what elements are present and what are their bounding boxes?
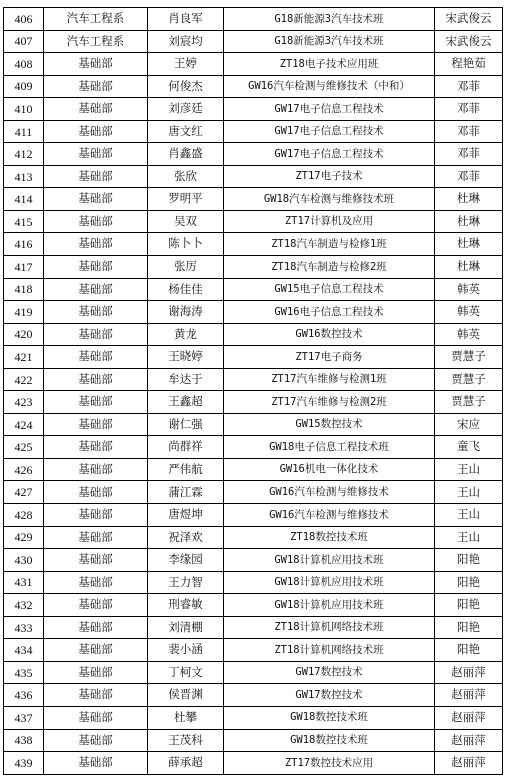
class-name-cell: ZT18电子技术应用班 (224, 53, 435, 76)
row-number-cell: 414 (4, 188, 44, 211)
student-roster-table (3, 7, 503, 775)
teacher-cell: 赵丽萍 (435, 752, 503, 775)
class-name-cell: ZT17汽车维修与检测2班 (224, 391, 435, 414)
row-number-cell: 413 (4, 165, 44, 188)
class-name-cell: GW16汽车检测与维修技术（中和） (224, 75, 435, 98)
department-cell: 基础部 (44, 368, 148, 391)
class-name-cell: GW16数控技术 (224, 323, 435, 346)
department-cell: 基础部 (44, 278, 148, 301)
teacher-cell: 赵丽萍 (435, 729, 503, 752)
department-cell: 基础部 (44, 188, 148, 211)
teacher-cell: 邓菲 (435, 75, 503, 98)
teacher-cell: 阳艳 (435, 639, 503, 662)
class-name-cell: ZT17电子商务 (224, 346, 435, 369)
teacher-cell: 王山 (435, 504, 503, 527)
student-name-cell: 陈卜卜 (148, 233, 224, 256)
class-name-cell: GW16汽车检测与维修技术 (224, 504, 435, 527)
row-number-cell: 429 (4, 526, 44, 549)
class-name-cell: GW18汽车检测与维修技术班 (224, 188, 435, 211)
class-name-cell: ZT17电子技术 (224, 165, 435, 188)
class-name-cell: GW16汽车检测与维修技术 (224, 481, 435, 504)
class-name-cell: ZT18汽车制造与检修1班 (224, 233, 435, 256)
row-number-cell: 436 (4, 684, 44, 707)
student-name-cell: 杜攀 (148, 706, 224, 729)
student-name-cell: 尚群祥 (148, 436, 224, 459)
class-name-cell: GW18电子信息工程技术班 (224, 436, 435, 459)
teacher-cell: 王山 (435, 481, 503, 504)
class-name-cell: ZT17计算机及应用 (224, 210, 435, 233)
table-row (4, 53, 503, 76)
class-name-cell: ZT17数控技术应用 (224, 752, 435, 775)
teacher-cell: 阳艳 (435, 594, 503, 617)
teacher-cell: 赵丽萍 (435, 661, 503, 684)
teacher-cell: 阳艳 (435, 616, 503, 639)
teacher-cell: 程艳茹 (435, 53, 503, 76)
student-name-cell: 牟达于 (148, 368, 224, 391)
class-name-cell: GW18计算机应用技术班 (224, 549, 435, 572)
student-name-cell: 祝泽欢 (148, 526, 224, 549)
table-row (4, 323, 503, 346)
teacher-cell: 贾慧子 (435, 391, 503, 414)
student-name-cell: 肖鑫盛 (148, 143, 224, 166)
department-cell: 基础部 (44, 594, 148, 617)
department-cell: 汽车工程系 (44, 30, 148, 53)
table-row (4, 120, 503, 143)
row-number-cell: 421 (4, 346, 44, 369)
row-number-cell: 437 (4, 706, 44, 729)
table-row (4, 706, 503, 729)
department-cell: 基础部 (44, 526, 148, 549)
department-cell: 基础部 (44, 143, 148, 166)
department-cell: 基础部 (44, 210, 148, 233)
student-name-cell: 刘彦廷 (148, 98, 224, 121)
row-number-cell: 432 (4, 594, 44, 617)
department-cell: 基础部 (44, 436, 148, 459)
student-name-cell: 王婷 (148, 53, 224, 76)
table-row (4, 188, 503, 211)
row-number-cell: 427 (4, 481, 44, 504)
row-number-cell: 411 (4, 120, 44, 143)
teacher-cell: 韩英 (435, 301, 503, 324)
table-row (4, 661, 503, 684)
teacher-cell: 邓菲 (435, 98, 503, 121)
student-name-cell: 何俊杰 (148, 75, 224, 98)
class-name-cell: GW17电子信息工程技术 (224, 98, 435, 121)
department-cell: 基础部 (44, 549, 148, 572)
row-number-cell: 418 (4, 278, 44, 301)
table-row (4, 75, 503, 98)
teacher-cell: 阳艳 (435, 571, 503, 594)
teacher-cell: 贾慧子 (435, 346, 503, 369)
row-number-cell: 430 (4, 549, 44, 572)
student-name-cell: 刘宸均 (148, 30, 224, 53)
table-row (4, 210, 503, 233)
teacher-cell: 杜琳 (435, 210, 503, 233)
class-name-cell: GW18数控技术班 (224, 706, 435, 729)
teacher-cell: 阳艳 (435, 549, 503, 572)
teacher-cell: 宋武俊云 (435, 30, 503, 53)
table-row (4, 301, 503, 324)
class-name-cell: GW17数控技术 (224, 661, 435, 684)
student-name-cell: 唐文红 (148, 120, 224, 143)
department-cell: 基础部 (44, 571, 148, 594)
department-cell: 汽车工程系 (44, 8, 148, 31)
row-number-cell: 406 (4, 8, 44, 31)
student-name-cell: 严伟航 (148, 458, 224, 481)
department-cell: 基础部 (44, 346, 148, 369)
student-name-cell: 王鑫超 (148, 391, 224, 414)
student-name-cell: 黄龙 (148, 323, 224, 346)
teacher-cell: 赵丽萍 (435, 684, 503, 707)
class-name-cell: ZT18计算机网络技术班 (224, 616, 435, 639)
class-name-cell: GW17电子信息工程技术 (224, 120, 435, 143)
student-name-cell: 谢仁强 (148, 413, 224, 436)
department-cell: 基础部 (44, 120, 148, 143)
table-row (4, 391, 503, 414)
student-name-cell: 蒲江霖 (148, 481, 224, 504)
roster-body (4, 8, 503, 775)
department-cell: 基础部 (44, 301, 148, 324)
student-name-cell: 张欣 (148, 165, 224, 188)
department-cell: 基础部 (44, 706, 148, 729)
row-number-cell: 434 (4, 639, 44, 662)
student-name-cell: 王茂科 (148, 729, 224, 752)
row-number-cell: 409 (4, 75, 44, 98)
row-number-cell: 412 (4, 143, 44, 166)
teacher-cell: 韩英 (435, 323, 503, 346)
table-row (4, 481, 503, 504)
student-name-cell: 王晓婷 (148, 346, 224, 369)
class-name-cell: GW15数控技术 (224, 413, 435, 436)
table-row (4, 594, 503, 617)
row-number-cell: 424 (4, 413, 44, 436)
row-number-cell: 423 (4, 391, 44, 414)
row-number-cell: 433 (4, 616, 44, 639)
teacher-cell: 王山 (435, 526, 503, 549)
row-number-cell: 426 (4, 458, 44, 481)
department-cell: 基础部 (44, 75, 148, 98)
teacher-cell: 赵丽萍 (435, 706, 503, 729)
class-name-cell: G18新能源3汽车技术班 (224, 8, 435, 31)
department-cell: 基础部 (44, 661, 148, 684)
row-number-cell: 419 (4, 301, 44, 324)
table-row (4, 684, 503, 707)
student-name-cell: 肖良军 (148, 8, 224, 31)
table-row (4, 549, 503, 572)
class-name-cell: GW17电子信息工程技术 (224, 143, 435, 166)
department-cell: 基础部 (44, 729, 148, 752)
student-name-cell: 王力智 (148, 571, 224, 594)
department-cell: 基础部 (44, 53, 148, 76)
department-cell: 基础部 (44, 323, 148, 346)
row-number-cell: 408 (4, 53, 44, 76)
student-name-cell: 李缘园 (148, 549, 224, 572)
student-name-cell: 裴小涵 (148, 639, 224, 662)
table-row (4, 458, 503, 481)
row-number-cell: 410 (4, 98, 44, 121)
row-number-cell: 428 (4, 504, 44, 527)
table-row (4, 616, 503, 639)
student-name-cell: 张厉 (148, 256, 224, 279)
class-name-cell: ZT18汽车制造与检修2班 (224, 256, 435, 279)
teacher-cell: 杜琳 (435, 256, 503, 279)
class-name-cell: GW16电子信息工程技术 (224, 301, 435, 324)
department-cell: 基础部 (44, 639, 148, 662)
class-name-cell: GW18计算机应用技术班 (224, 594, 435, 617)
class-name-cell: G18新能源3汽车技术班 (224, 30, 435, 53)
table-row (4, 571, 503, 594)
table-row (4, 165, 503, 188)
row-number-cell: 435 (4, 661, 44, 684)
class-name-cell: ZT18计算机网络技术班 (224, 639, 435, 662)
department-cell: 基础部 (44, 233, 148, 256)
student-name-cell: 丁柯文 (148, 661, 224, 684)
student-name-cell: 侯晋渊 (148, 684, 224, 707)
student-name-cell: 杨佳佳 (148, 278, 224, 301)
row-number-cell: 416 (4, 233, 44, 256)
table-row (4, 143, 503, 166)
teacher-cell: 邓菲 (435, 165, 503, 188)
row-number-cell: 415 (4, 210, 44, 233)
row-number-cell: 438 (4, 729, 44, 752)
department-cell: 基础部 (44, 98, 148, 121)
table-row (4, 752, 503, 775)
department-cell: 基础部 (44, 165, 148, 188)
table-row (4, 526, 503, 549)
row-number-cell: 417 (4, 256, 44, 279)
row-number-cell: 407 (4, 30, 44, 53)
teacher-cell: 韩英 (435, 278, 503, 301)
teacher-cell: 童飞 (435, 436, 503, 459)
class-name-cell: GW15电子信息工程技术 (224, 278, 435, 301)
teacher-cell: 杜琳 (435, 233, 503, 256)
table-row (4, 233, 503, 256)
department-cell: 基础部 (44, 504, 148, 527)
table-row (4, 30, 503, 53)
table-row (4, 98, 503, 121)
department-cell: 基础部 (44, 616, 148, 639)
table-row (4, 504, 503, 527)
class-name-cell: GW16机电一体化技术 (224, 458, 435, 481)
class-name-cell: GW18计算机应用技术班 (224, 571, 435, 594)
department-cell: 基础部 (44, 684, 148, 707)
class-name-cell: GW18数控技术班 (224, 729, 435, 752)
department-cell: 基础部 (44, 752, 148, 775)
student-name-cell: 刘清棚 (148, 616, 224, 639)
teacher-cell: 宋武俊云 (435, 8, 503, 31)
table-row (4, 278, 503, 301)
teacher-cell: 宋应 (435, 413, 503, 436)
teacher-cell: 杜琳 (435, 188, 503, 211)
class-name-cell: ZT18数控技术班 (224, 526, 435, 549)
department-cell: 基础部 (44, 458, 148, 481)
row-number-cell: 439 (4, 752, 44, 775)
department-cell: 基础部 (44, 391, 148, 414)
teacher-cell: 贾慧子 (435, 368, 503, 391)
table-row (4, 368, 503, 391)
teacher-cell: 王山 (435, 458, 503, 481)
student-name-cell: 谢海涛 (148, 301, 224, 324)
teacher-cell: 邓菲 (435, 143, 503, 166)
student-name-cell: 薛承超 (148, 752, 224, 775)
row-number-cell: 425 (4, 436, 44, 459)
row-number-cell: 431 (4, 571, 44, 594)
student-name-cell: 吴双 (148, 210, 224, 233)
department-cell: 基础部 (44, 481, 148, 504)
row-number-cell: 422 (4, 368, 44, 391)
class-name-cell: GW17数控技术 (224, 684, 435, 707)
class-name-cell: ZT17汽车维修与检测1班 (224, 368, 435, 391)
teacher-cell: 邓菲 (435, 120, 503, 143)
table-row (4, 346, 503, 369)
table-row (4, 729, 503, 752)
student-name-cell: 唐煜坤 (148, 504, 224, 527)
table-row (4, 413, 503, 436)
table-row (4, 436, 503, 459)
table-row (4, 256, 503, 279)
row-number-cell: 420 (4, 323, 44, 346)
department-cell: 基础部 (44, 256, 148, 279)
student-name-cell: 刑睿敏 (148, 594, 224, 617)
student-name-cell: 罗明平 (148, 188, 224, 211)
department-cell: 基础部 (44, 413, 148, 436)
table-row (4, 639, 503, 662)
table-row (4, 8, 503, 31)
